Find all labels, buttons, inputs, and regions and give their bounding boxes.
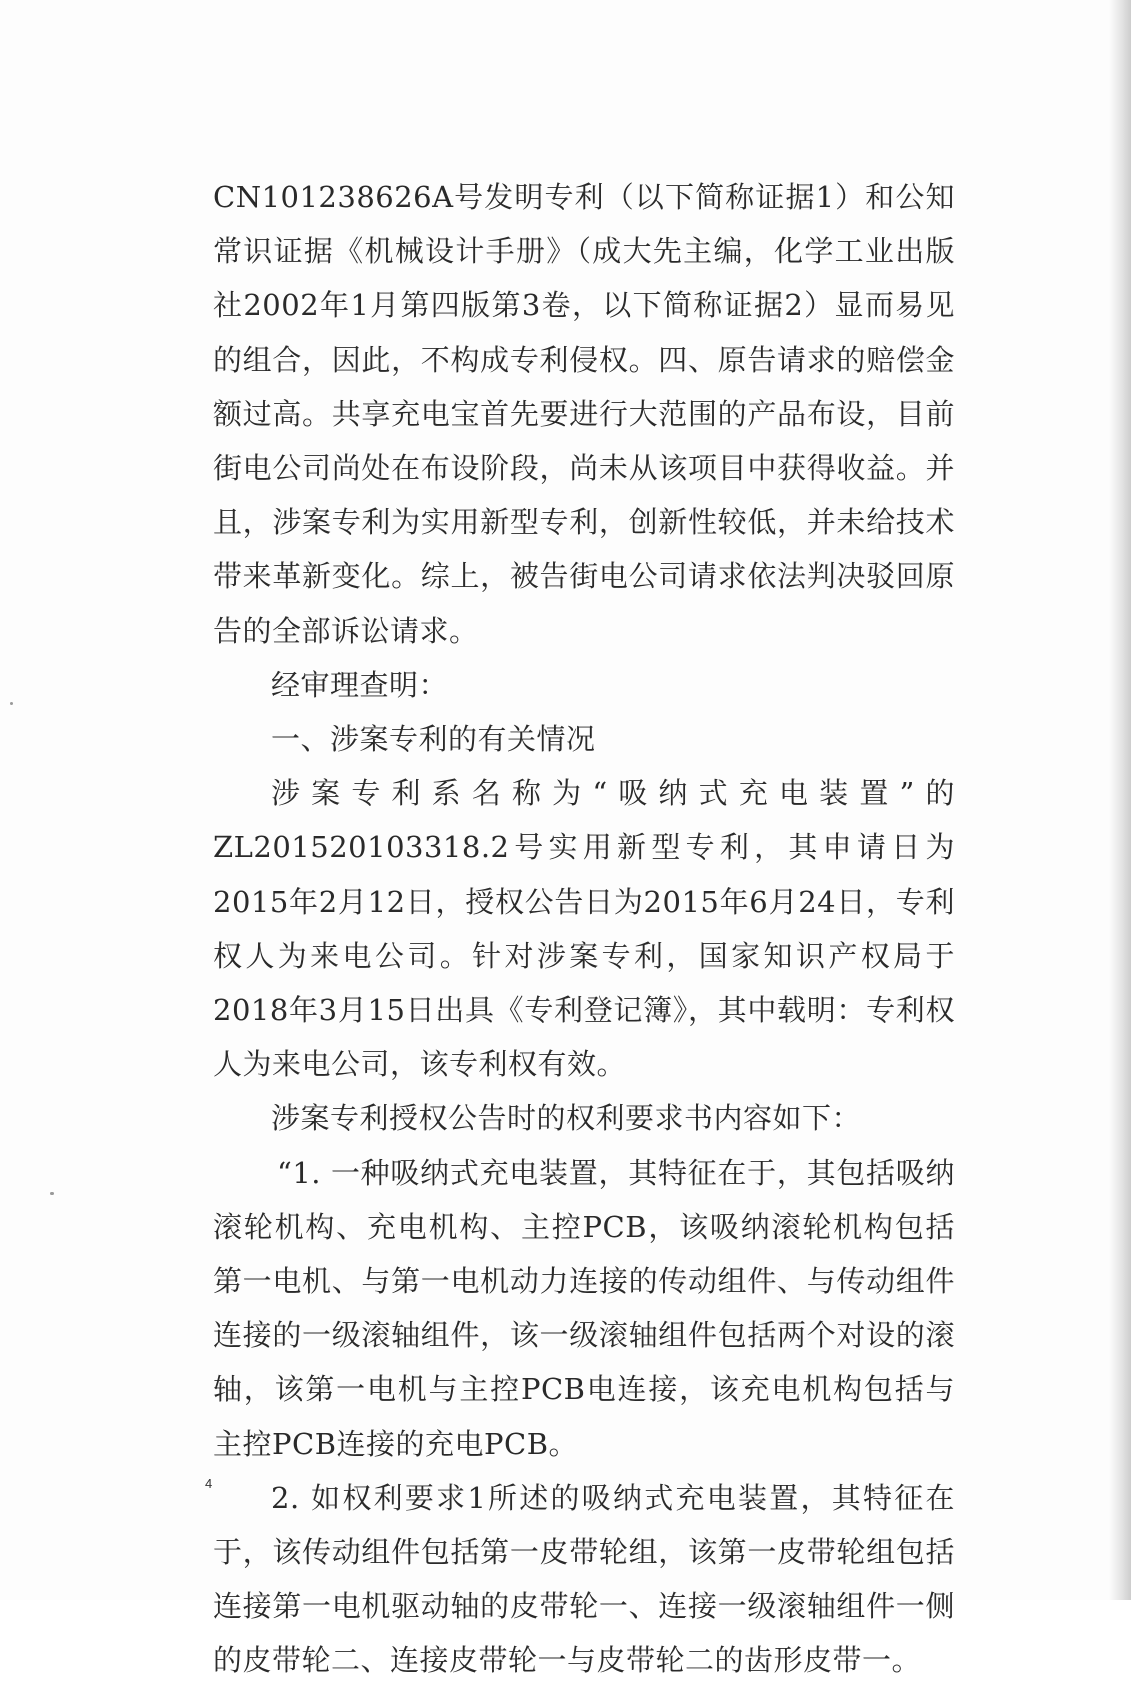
scan-edge-shadow [1109, 0, 1131, 1600]
paragraph-patent-details: 涉案专利系名称为“吸纳式充电装置”的ZL201520103318.2号实用新型专利，其申请日为2015年2月12日，授权公告日为2015年6月24日，专利权人为来电公司。针对涉案专利，国家知识产权局于2018年3月15日出具《专利登记簿》，其中载明：专利权人为来电公司，该专利权有效。 [213, 776, 955, 1082]
scan-speck [50, 1192, 54, 1195]
scan-speck [10, 702, 13, 705]
section-heading-patent-info: 一、涉案专利的有关情况 [271, 722, 596, 757]
paragraph-claim-2: 2. 如权利要求1所述的吸纳式充电装置，其特征在于，该传动组件包括第一皮带轮组，该第一皮带轮组包括连接第一电机驱动轴的皮带轮一、连接一级滚轴组件一侧的皮带轮二、连接皮带轮一与皮带轮二的齿形皮带一。 [213, 1480, 955, 1678]
paragraph-claims-intro: 涉案专利授权公告时的权利要求书内容如下： [271, 1101, 862, 1136]
page-number: 4 [205, 1476, 213, 1491]
document-body [213, 170, 955, 1688]
paragraph-claim-1: “1. 一种吸纳式充电装置，其特征在于，其包括吸纳滚轮机构、充电机构、主控PCB，该吸纳滚轮机构包括第一电机、与第一电机动力连接的传动组件、与传动组件连接的一级滚轴组件，该一级滚轴组件包括两个对设的滚轴，该第一电机与主控PCB电连接，该充电机构包括与主控PCB连接的充电PCB。 [213, 1155, 955, 1461]
paragraph-defense-continued: CN101238626A号发明专利（以下简称证据1）和公知常识证据《机械设计手册》（成大先主编，化学工业出版社2002年1月第四版第3卷，以下简称证据2）显而易见的组合，因此，不构成专利侵权。四、原告请求的赔偿金额过高。共享充电宝首先要进行大范围的产品布设，目前街电公司尚处在布设阶段，尚未从该项目中获得收益。并且，涉案专利为实用新型专利，创新性较低，并未给技术带来革新变化。综上，被告街电公司请求依法判决驳回原告的全部诉讼请求。 [213, 180, 955, 648]
paragraph-findings-heading: 经审理查明： [271, 667, 449, 702]
